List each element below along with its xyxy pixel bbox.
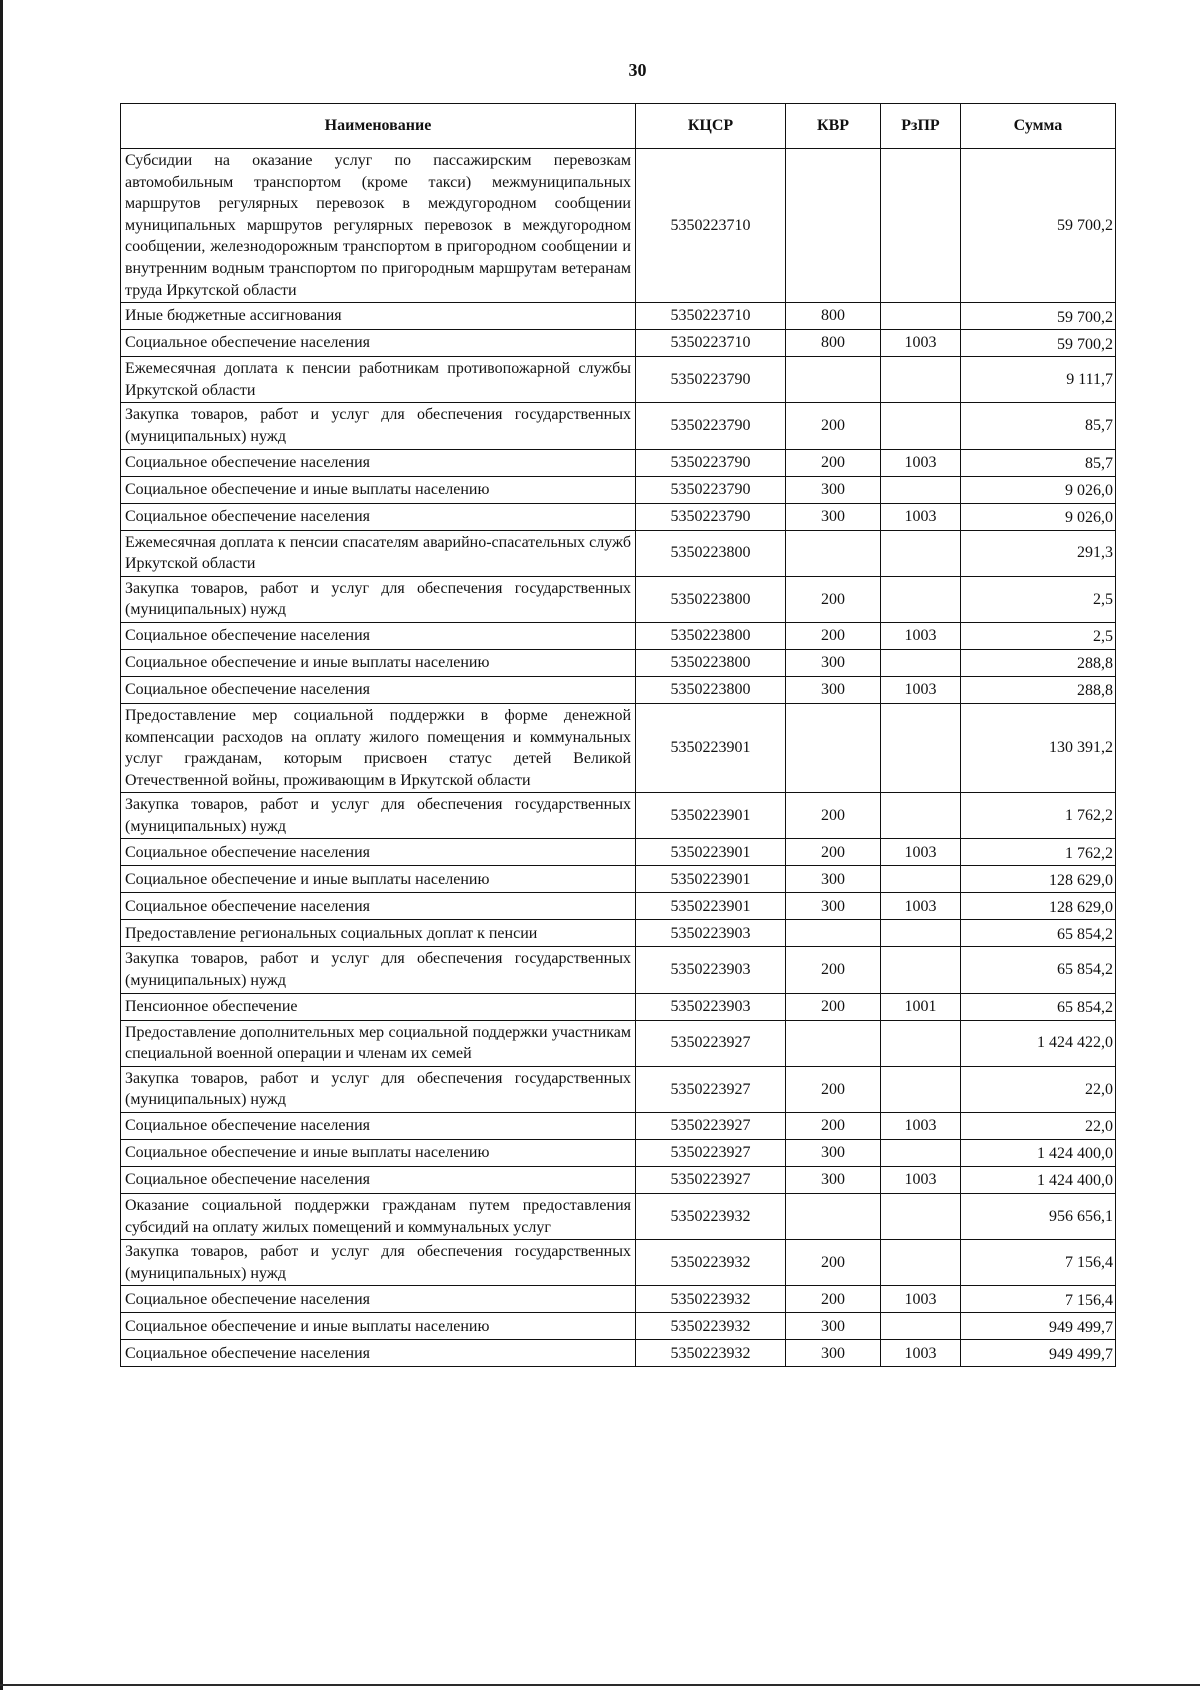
cell-rzpr: 1003: [881, 1286, 961, 1313]
cell-kcsr: 5350223903: [636, 947, 786, 993]
cell-amount: 65 854,2: [961, 947, 1116, 993]
cell-kcsr: 5350223927: [636, 1020, 786, 1066]
cell-kvr: 800: [786, 303, 881, 330]
cell-rzpr: [881, 1066, 961, 1112]
cell-rzpr: [881, 703, 961, 792]
cell-name: Ежемесячная доплата к пенсии работникам противопожарной службы Иркутской области: [121, 357, 636, 403]
cell-kvr: 300: [786, 676, 881, 703]
cell-name: Социальное обеспечение населения: [121, 676, 636, 703]
cell-rzpr: 1003: [881, 893, 961, 920]
cell-rzpr: 1003: [881, 676, 961, 703]
cell-kvr: 200: [786, 1066, 881, 1112]
cell-kvr: 300: [786, 649, 881, 676]
cell-name: Социальное обеспечение и иные выплаты населению: [121, 476, 636, 503]
cell-name: Социальное обеспечение и иные выплаты населению: [121, 649, 636, 676]
cell-name: Предоставление мер социальной поддержки в форме денежной компенсации расходов на оплату жилого помещения и коммунальных услуг гражданам, которым присвоен статус детей Великой Отечественной войны, проживающим в Иркутской области: [121, 703, 636, 792]
table-row: [121, 622, 1116, 649]
cell-rzpr: [881, 530, 961, 576]
cell-kcsr: 5350223932: [636, 1194, 786, 1240]
cell-name: Социальное обеспечение населения: [121, 839, 636, 866]
cell-rzpr: 1003: [881, 330, 961, 357]
cell-name: Социальное обеспечение населения: [121, 1113, 636, 1140]
cell-rzpr: 1003: [881, 449, 961, 476]
cell-name: Социальное обеспечение и иные выплаты населению: [121, 1140, 636, 1167]
cell-kcsr: 5350223927: [636, 1140, 786, 1167]
table-row: [121, 576, 1116, 622]
cell-kcsr: 5350223901: [636, 839, 786, 866]
cell-amount: 65 854,2: [961, 920, 1116, 947]
cell-amount: 949 499,7: [961, 1313, 1116, 1340]
scan-edge-bottom: [0, 1684, 1200, 1686]
cell-rzpr: 1003: [881, 1340, 961, 1367]
cell-amount: 9 026,0: [961, 476, 1116, 503]
cell-name: Социальное обеспечение населения: [121, 622, 636, 649]
cell-kcsr: 5350223901: [636, 793, 786, 839]
header-amount: Сумма: [961, 104, 1116, 149]
table-row: [121, 1113, 1116, 1140]
cell-amount: 1 424 400,0: [961, 1167, 1116, 1194]
cell-kvr: 200: [786, 947, 881, 993]
cell-kcsr: 5350223800: [636, 676, 786, 703]
cell-amount: 130 391,2: [961, 703, 1116, 792]
table-row: [121, 476, 1116, 503]
table-body: [121, 149, 1116, 1367]
cell-kcsr: 5350223790: [636, 403, 786, 449]
scan-edge-left: [0, 0, 3, 1690]
cell-kvr: [786, 530, 881, 576]
cell-rzpr: 1003: [881, 622, 961, 649]
cell-amount: 9 026,0: [961, 503, 1116, 530]
cell-amount: 949 499,7: [961, 1340, 1116, 1367]
cell-kvr: 200: [786, 993, 881, 1020]
cell-rzpr: [881, 357, 961, 403]
cell-kcsr: 5350223710: [636, 330, 786, 357]
cell-kcsr: 5350223800: [636, 622, 786, 649]
header-rzpr: РзПР: [881, 104, 961, 149]
cell-rzpr: 1003: [881, 839, 961, 866]
cell-name: Социальное обеспечение населения: [121, 893, 636, 920]
cell-kvr: 300: [786, 503, 881, 530]
cell-rzpr: [881, 303, 961, 330]
header-kvr: КВР: [786, 104, 881, 149]
cell-kvr: [786, 920, 881, 947]
cell-kvr: 200: [786, 449, 881, 476]
cell-kcsr: 5350223932: [636, 1313, 786, 1340]
cell-name: Предоставление дополнительных мер социальной поддержки участникам специальной военной операции и членам их семей: [121, 1020, 636, 1066]
cell-name: Социальное обеспечение населения: [121, 1340, 636, 1367]
cell-name: Социальное обеспечение населения: [121, 503, 636, 530]
table-row: [121, 503, 1116, 530]
cell-name: Закупка товаров, работ и услуг для обеспечения государственных (муниципальных) нужд: [121, 947, 636, 993]
cell-name: Социальное обеспечение населения: [121, 449, 636, 476]
cell-kvr: [786, 1020, 881, 1066]
cell-name: Закупка товаров, работ и услуг для обеспечения государственных (муниципальных) нужд: [121, 793, 636, 839]
cell-amount: 59 700,2: [961, 330, 1116, 357]
cell-kvr: 300: [786, 866, 881, 893]
table-row: [121, 993, 1116, 1020]
cell-kcsr: 5350223903: [636, 920, 786, 947]
cell-amount: 22,0: [961, 1066, 1116, 1112]
cell-kcsr: 5350223932: [636, 1240, 786, 1286]
cell-rzpr: [881, 793, 961, 839]
table-row: [121, 1340, 1116, 1367]
cell-rzpr: [881, 1194, 961, 1240]
cell-kvr: [786, 149, 881, 303]
cell-rzpr: [881, 1020, 961, 1066]
table-row: [121, 1313, 1116, 1340]
cell-rzpr: [881, 920, 961, 947]
cell-name: Социальное обеспечение и иные выплаты населению: [121, 866, 636, 893]
cell-amount: 1 424 400,0: [961, 1140, 1116, 1167]
cell-amount: 59 700,2: [961, 149, 1116, 303]
cell-amount: 85,7: [961, 403, 1116, 449]
cell-name: Ежемесячная доплата к пенсии спасателям аварийно-спасательных служб Иркутской области: [121, 530, 636, 576]
table-row: [121, 449, 1116, 476]
cell-name: Социальное обеспечение населения: [121, 1286, 636, 1313]
cell-kcsr: 5350223932: [636, 1340, 786, 1367]
cell-kvr: 200: [786, 793, 881, 839]
cell-rzpr: 1003: [881, 1113, 961, 1140]
cell-amount: 65 854,2: [961, 993, 1116, 1020]
table-row: [121, 357, 1116, 403]
cell-amount: 128 629,0: [961, 893, 1116, 920]
cell-amount: 9 111,7: [961, 357, 1116, 403]
cell-rzpr: 1001: [881, 993, 961, 1020]
cell-amount: 956 656,1: [961, 1194, 1116, 1240]
cell-amount: 1 762,2: [961, 839, 1116, 866]
cell-kvr: 300: [786, 1167, 881, 1194]
table-row: [121, 703, 1116, 792]
cell-kcsr: 5350223710: [636, 149, 786, 303]
cell-kcsr: 5350223800: [636, 530, 786, 576]
cell-kcsr: 5350223927: [636, 1066, 786, 1112]
cell-amount: 291,3: [961, 530, 1116, 576]
cell-amount: 1 424 422,0: [961, 1020, 1116, 1066]
cell-kcsr: 5350223710: [636, 303, 786, 330]
page-number: 30: [628, 60, 647, 80]
cell-kcsr: 5350223901: [636, 893, 786, 920]
cell-amount: 85,7: [961, 449, 1116, 476]
cell-amount: 288,8: [961, 676, 1116, 703]
cell-rzpr: [881, 149, 961, 303]
header-row: [121, 104, 1116, 149]
header-name: Наименование: [121, 104, 636, 149]
table-row: [121, 920, 1116, 947]
cell-amount: 7 156,4: [961, 1240, 1116, 1286]
cell-name: Закупка товаров, работ и услуг для обеспечения государственных (муниципальных) нужд: [121, 1066, 636, 1112]
table-row: [121, 839, 1116, 866]
cell-kcsr: 5350223790: [636, 476, 786, 503]
cell-rzpr: [881, 866, 961, 893]
table-row: [121, 1066, 1116, 1112]
table-row: [121, 1240, 1116, 1286]
cell-rzpr: [881, 1140, 961, 1167]
cell-kcsr: 5350223800: [636, 576, 786, 622]
table-row: [121, 649, 1116, 676]
cell-amount: 2,5: [961, 622, 1116, 649]
cell-rzpr: [881, 1240, 961, 1286]
cell-kvr: 300: [786, 1313, 881, 1340]
cell-amount: 59 700,2: [961, 303, 1116, 330]
cell-name: Закупка товаров, работ и услуг для обеспечения государственных (муниципальных) нужд: [121, 403, 636, 449]
cell-name: Социальное обеспечение населения: [121, 330, 636, 357]
cell-rzpr: [881, 576, 961, 622]
table-row: [121, 403, 1116, 449]
cell-kvr: 300: [786, 1140, 881, 1167]
table-row: [121, 893, 1116, 920]
cell-kcsr: 5350223790: [636, 503, 786, 530]
cell-kvr: [786, 703, 881, 792]
cell-kvr: 200: [786, 576, 881, 622]
cell-kvr: 200: [786, 1113, 881, 1140]
cell-rzpr: [881, 649, 961, 676]
cell-kvr: [786, 357, 881, 403]
cell-amount: 128 629,0: [961, 866, 1116, 893]
cell-kvr: [786, 1194, 881, 1240]
table-row: [121, 947, 1116, 993]
cell-kvr: 300: [786, 1340, 881, 1367]
cell-kcsr: 5350223927: [636, 1167, 786, 1194]
cell-kcsr: 5350223790: [636, 449, 786, 476]
cell-kvr: 300: [786, 476, 881, 503]
cell-kvr: 200: [786, 403, 881, 449]
cell-rzpr: [881, 947, 961, 993]
cell-name: Пенсионное обеспечение: [121, 993, 636, 1020]
cell-amount: 2,5: [961, 576, 1116, 622]
cell-name: Закупка товаров, работ и услуг для обеспечения государственных (муниципальных) нужд: [121, 1240, 636, 1286]
cell-kcsr: 5350223790: [636, 357, 786, 403]
cell-amount: 7 156,4: [961, 1286, 1116, 1313]
budget-table: [120, 103, 1116, 1367]
cell-name: Иные бюджетные ассигнования: [121, 303, 636, 330]
cell-kvr: 300: [786, 893, 881, 920]
table-row: [121, 793, 1116, 839]
table-row: [121, 866, 1116, 893]
table-row: [121, 1020, 1116, 1066]
table-row: [121, 330, 1116, 357]
cell-rzpr: 1003: [881, 1167, 961, 1194]
cell-kcsr: 5350223800: [636, 649, 786, 676]
cell-name: Социальное обеспечение населения: [121, 1167, 636, 1194]
table-row: [121, 530, 1116, 576]
cell-rzpr: [881, 476, 961, 503]
cell-kcsr: 5350223927: [636, 1113, 786, 1140]
cell-name: Социальное обеспечение и иные выплаты населению: [121, 1313, 636, 1340]
cell-name: Закупка товаров, работ и услуг для обеспечения государственных (муниципальных) нужд: [121, 576, 636, 622]
table-header: [121, 104, 1116, 149]
cell-amount: 288,8: [961, 649, 1116, 676]
cell-kcsr: 5350223932: [636, 1286, 786, 1313]
table-row: [121, 1140, 1116, 1167]
cell-kcsr: 5350223901: [636, 703, 786, 792]
table-row: [121, 676, 1116, 703]
table-row: [121, 1194, 1116, 1240]
cell-rzpr: 1003: [881, 503, 961, 530]
cell-kvr: 200: [786, 1286, 881, 1313]
cell-amount: 1 762,2: [961, 793, 1116, 839]
cell-name: Предоставление региональных социальных доплат к пенсии: [121, 920, 636, 947]
table-row: [121, 303, 1116, 330]
table-row: [121, 1286, 1116, 1313]
table-row: [121, 1167, 1116, 1194]
table-row: [121, 149, 1116, 303]
header-kcsr: КЦСР: [636, 104, 786, 149]
cell-name: Оказание социальной поддержки гражданам путем предоставления субсидий на оплату жилых помещений и коммунальных услуг: [121, 1194, 636, 1240]
cell-kcsr: 5350223901: [636, 866, 786, 893]
cell-kvr: 200: [786, 622, 881, 649]
cell-kvr: 800: [786, 330, 881, 357]
cell-amount: 22,0: [961, 1113, 1116, 1140]
cell-kvr: 200: [786, 1240, 881, 1286]
cell-name: Субсидии на оказание услуг по пассажирским перевозкам автомобильным транспортом (кроме такси) межмуниципальных маршрутов регулярных перевозок в междугородном сообщении муниципальных маршрутов регулярных перевозок в междугородном сообщении, железнодорожным транспортом в пригородном сообщении и внутренним водным транспортом по пригородным маршрутам ветеранам труда Иркутской области: [121, 149, 636, 303]
cell-rzpr: [881, 1313, 961, 1340]
cell-rzpr: [881, 403, 961, 449]
cell-kcsr: 5350223903: [636, 993, 786, 1020]
cell-kvr: 200: [786, 839, 881, 866]
